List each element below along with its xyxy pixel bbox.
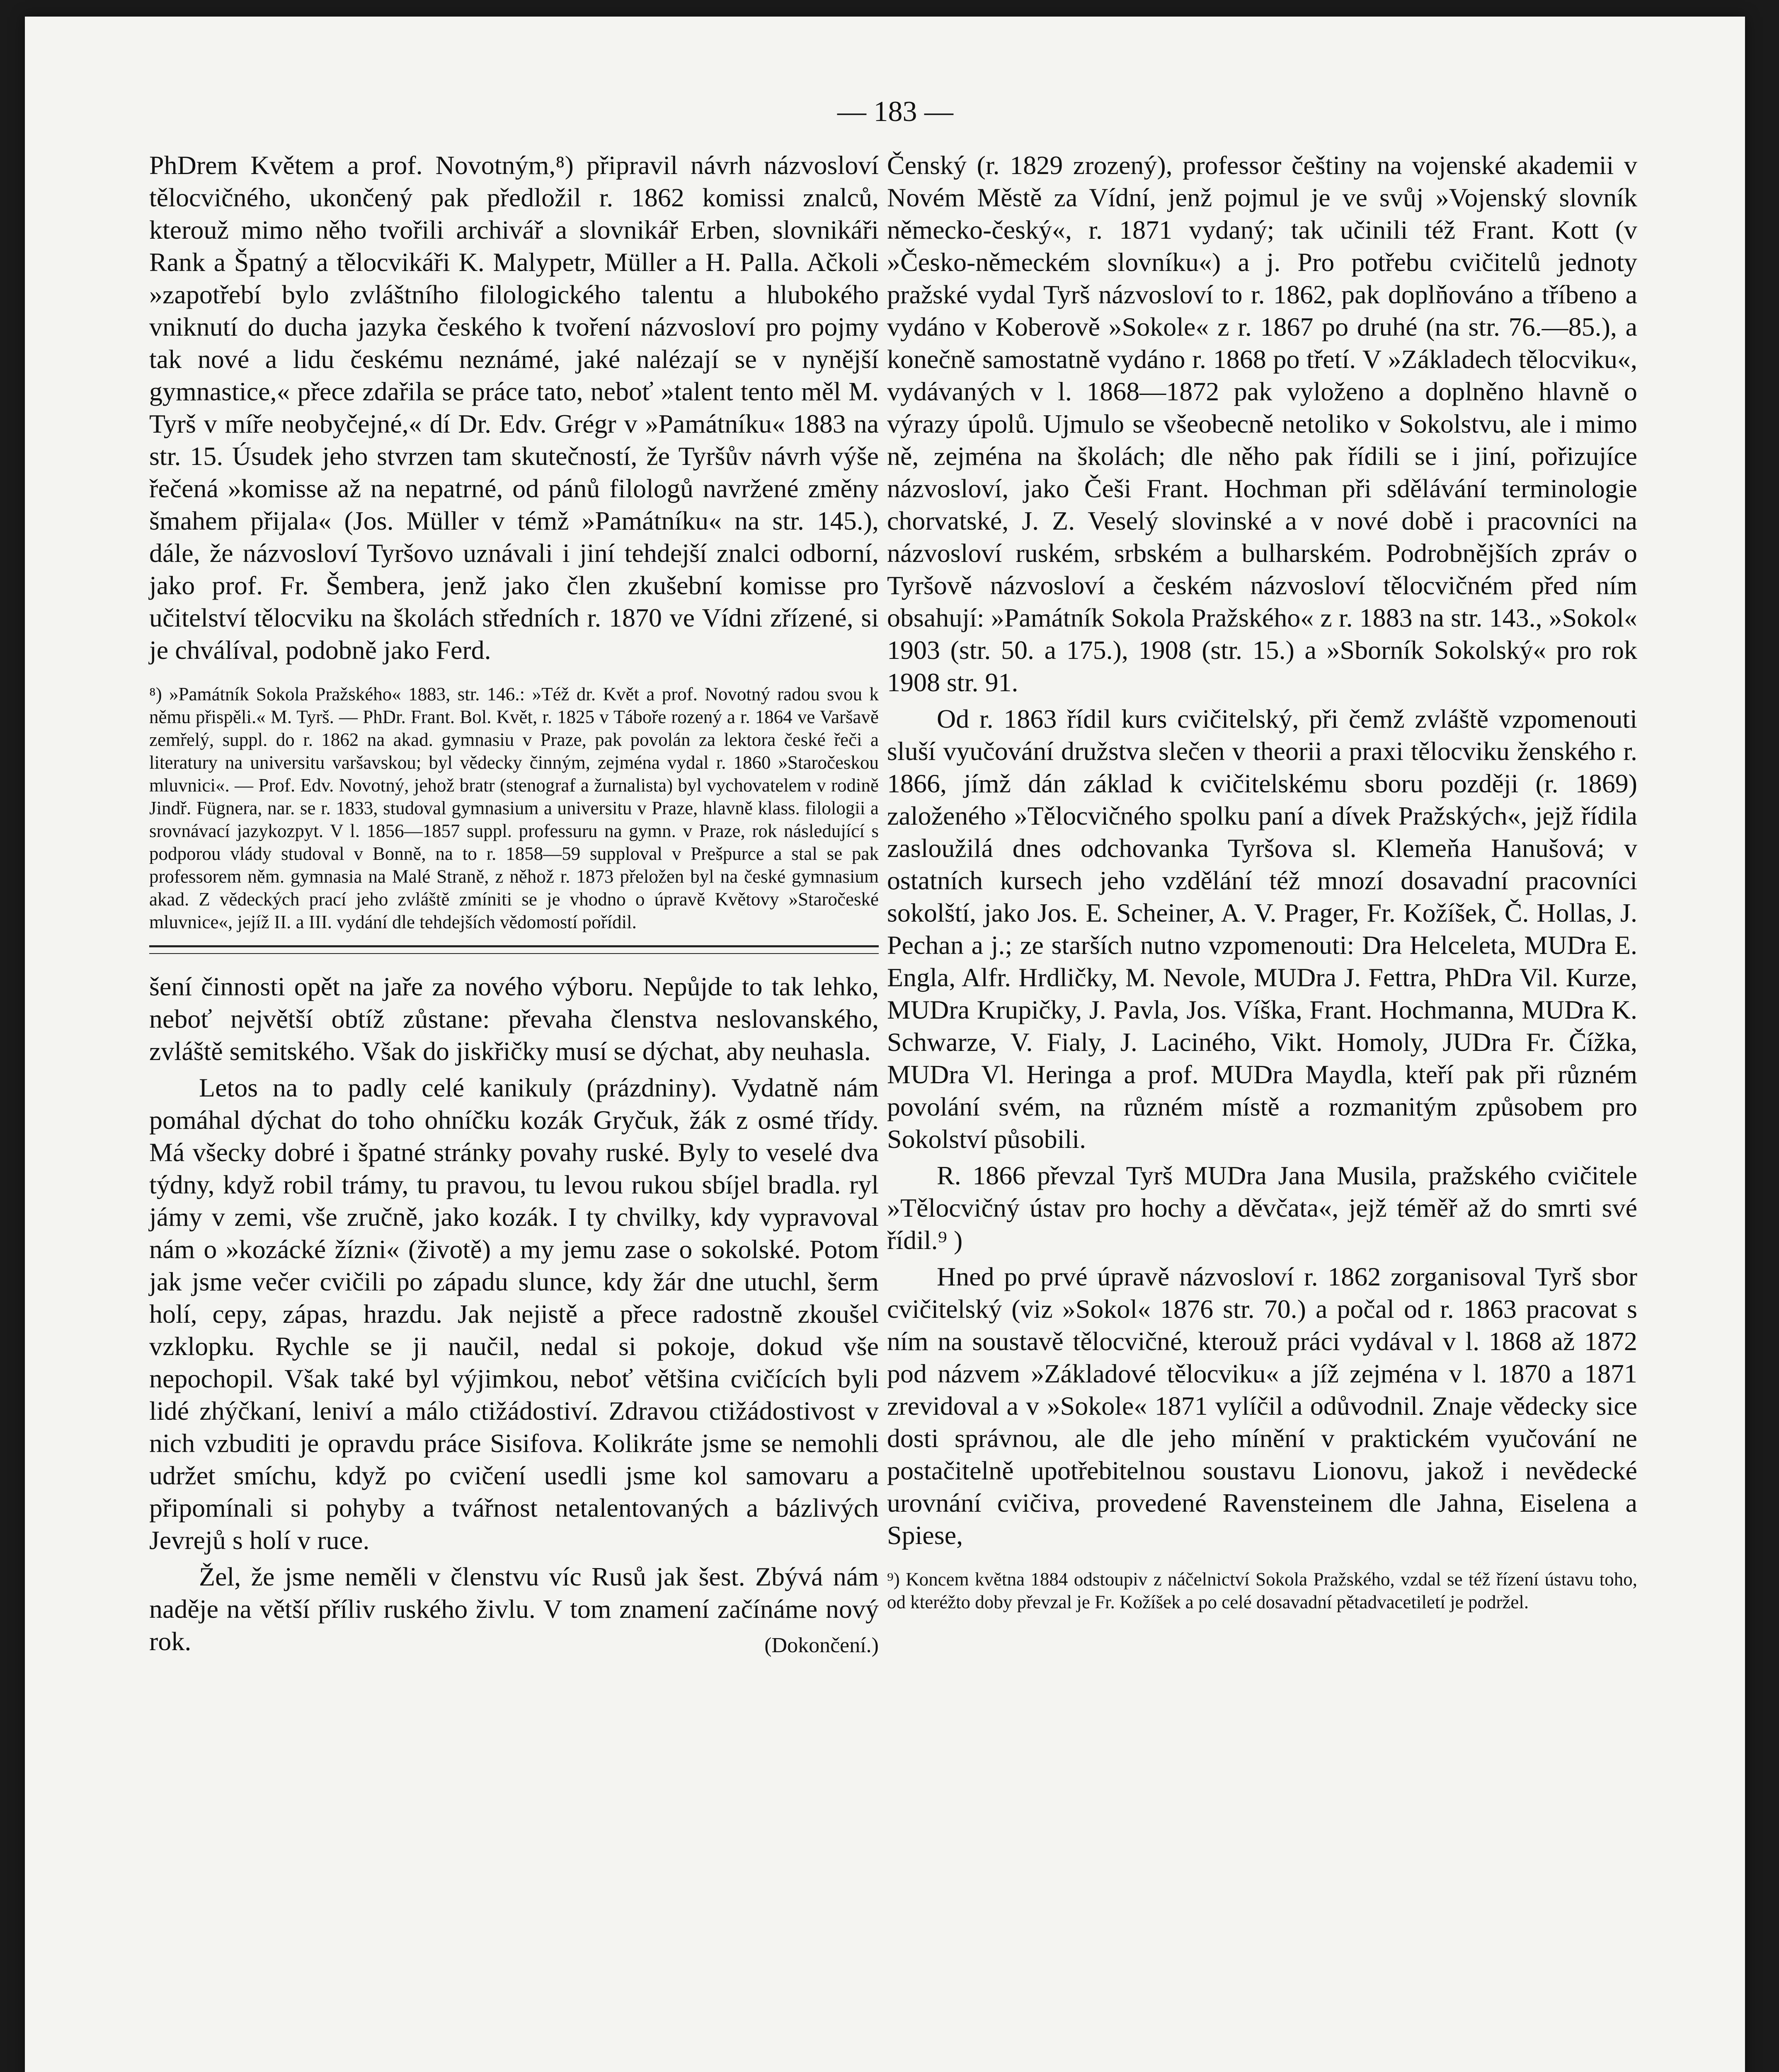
right-paragraph-2: Od r. 1863 řídil kurs cvičitelský, při čemž zvláště vzpomenouti sluší vyučování družstva slečen v theorii a praxi tělocviku ženského r. 1866, jímž dán základ k cvičitelskému sboru později (r. 1869) založeného »Tělocvičného spolku paní a dívek Pražských«, jejž řídila zasloužilá dnes odchovanka Tyršova sl. Klemeňa Hanušová; v ostatních kursech jeho vzdělání též mnozí dosavadní pracovníci sokolští, jako Jos. E. Scheiner, A. V. Prager, Fr. Kožíšek, Č. Hollas, J. Pechan a j.; ze starších nutno vzpomenouti: Dra Helceleta, MUDra E. Engla, Alfr. Hrdličky, M. Nevole, MUDra J. Fettra, PhDra Vil. Kurze, MUDra Krupičky, J. Pavla, Jos. Víška, Frant. Hochmanna, MUDra K. Schwarze, V. Fialy, J. Laciného, Vikt. Homoly, JUDra Fr. Čížka, MUDra Vl. Heringa a prof. MUDra Maydla, kteří pak při různém povolání svém, na různém místě a rozmanitým způsobem pro Sokolství působili. [887, 704, 1637, 1154]
left-footnote: ⁸) »Památník Sokola Pražského« 1883, str. 146.: »Též dr. Květ a prof. Novotný radou svou k němu přispěli.« M. Tyrš. — PhDr. Frant. Bol. Květ, r. 1825 v Táboře rozený a r. 1864 ve Varšavě zemřelý, suppl. do r. 1862 na akad. gymnasiu v Praze, pak povolán za lektora české řeči a literatury na universitu varšavskou; byl vědecky činným, zejména vydal r. 1860 »Staročeskou mluvnici«. — Prof. Edv. Novotný, jehož bratr (stenograf a žurnalista) byl vychovatelem v rodině Jindř. Fügnera, nar. se r. 1833, studoval gymnasium a universitu v Praze, hlavně klass. filologii a srovnávací jazykozpyt. V l. 1856—1857 suppl. professuru na gymn. v Praze, rok následující s podporou vlády studoval v Bonně, na to r. 1858—59 supploval v Prešpurce a stal se pak professorem něm. gymnasia na Malé Straně, z něhož r. 1873 přeložen byl na české gymnasium akad. Z vědeckých prací jeho zvláště zmíniti se je vhodno o úpravě Květovy »Staročeské mluvnice«, jejíž II. a III. vydání dle tehdejších vědomostí pořídil. [149, 684, 879, 932]
left-paragraph-4: Žel, že jsme neměli v členstvu víc Rusů jak šest. Zbývá nám naděje na větší příliv ruského živlu. V tom znamení začínáme nový rok. [149, 1562, 879, 1656]
page-number: — 183 — [837, 96, 953, 128]
right-column [887, 149, 1637, 1614]
right-footnote: ⁹) Koncem května 1884 odstoupiv z náčelnictví Sokola Pražského, vzdal se též řízení ústavu toho, od kteréžto doby převzal je Fr. Kožíšek a po celé dosavadní pětadvacetiletí je podržel. [887, 1569, 1637, 1612]
signature-line [149, 1629, 879, 1662]
continuation-note: (Dokončení.) [764, 1634, 879, 1657]
left-paragraph-2: šení činnosti opět na jaře za nového výboru. Nepůjde to tak lehko, neboť největší obtíž zůstane: převaha členstva neslovanského, zvláště semitského. Však do jiskřičky musí se dýchat, aby neuhasla. [149, 972, 879, 1066]
right-paragraph-1: Čenský (r. 1829 zrozený), professor češtiny na vojenské akademii v Novém Městě za Vídní, jenž pojmul je ve svůj »Vojenský slovník německo-český«, r. 1871 vydaný; tak učinili též Frant. Kott (v »Česko-německém slovníku«) a j. Pro potřebu cvičitelů jednoty pražské vydal Tyrš názvosloví to r. 1862, pak doplňováno a tříbeno a vydáno v Koberově »Sokole« z r. 1867 po druhé (na str. 76.—85.), a konečně samostatně vydáno r. 1868 po třetí. V »Základech tělocviku«, vydávaných v l. 1868—1872 pak vyloženo a doplněno hlavně o výrazy úpolů. Ujmulo se všeobecně netoliko v Sokolstvu, ale i mimo ně, zejména na školách; dle něho pak řídili se i jiní, pořizujíce názvosloví, jako Češi Frant. Hochman při sdělávání terminologie chorvatské, J. Z. Veselý slovinské a v nové době i pracovníci na názvosloví ruském, srbském a bulharském. Podrobnějších zpráv o Tyršově názvosloví a českém názvosloví tělocvičném před ním obsahují: »Památník Sokola Pražského« z r. 1883 na str. 143., »Sokol« 1903 (str. 50. a 175.), 1908 (str. 15.) a »Sborník Sokolský« pro rok 1908 str. 91. [887, 150, 1637, 697]
left-column [149, 149, 879, 1662]
book-page [25, 17, 1745, 2072]
section-divider [149, 945, 879, 954]
left-paragraph-1: PhDrem Květem a prof. Novotným,⁸) připravil návrh názvosloví tělocvičného, ukončený pak předložil r. 1862 komissi znalců, kterouž mimo něho tvořili archivář a slovnikář Erben, slovnikáři Rank a Špatný a tělocvikáři K. Malypetr, Müller a H. Palla. Ačkoli »zapotřebí bylo zvláštního filologického talentu a hlubokého vniknutí do ducha jazyka českého k tvoření názvosloví pro pojmy tak nové a lidu českému neznámé, jaké nalézají se v nynější gymnastice,« přece zdařila se práce tato, neboť »talent tento měl M. Tyrš v míře neobyčejné,« dí Dr. Edv. Grégr v »Památníku« 1883 na str. 15. Úsudek jeho stvrzen tam skutečností, že Tyršův návrh výše řečená »komisse až na nepatrné, od pánů filologů navržené změny šmahem přijala« (Jos. Müller v témž »Památníku« na str. 145.), dále, že názvosloví Tyršovo uznávali i jiní tehdejší znalci odborní, jako prof. Fr. Šembera, jenž jako člen zkušební komisse pro učitelství tělocviku na školách středních r. 1870 ve Vídni zřízené, si je chválíval, podobně jako Ferd. [149, 150, 879, 665]
right-paragraph-3: R. 1866 převzal Tyrš MUDra Jana Musila, pražského cvičitele »Tělocvičný ústav pro hochy a děvčata«, jejž téměř až do smrti své řídil.⁹ ) [887, 1161, 1637, 1255]
left-paragraph-3: Letos na to padly celé kanikuly (prázdniny). Vydatně nám pomáhal dýchat do toho ohníčku kozák Gryčuk, žák z osmé třídy. Má všecky dobré i špatné stránky povahy ruské. Byly to veselé dva týdny, když robil trámy, tu pravou, tu levou rukou sbíjel bradla. ryl jámy v zemi, vše zručně, jako kozák. I ty chvilky, kdy vypravoval nám o »kozácké žízni« (životě) a my jemu zase o sokolské. Potom jak jsme večer cvičili po západu slunce, kdy žár dne utuchl, šerm holí, cepy, zápas, hrazdu. Jak nejistě a přece radostně zkoušel vzklopku. Rychle se ji naučil, nedal si pokoje, dokud vše nepochopil. Však také byl výjimkou, neboť většina cvičících byli lidé zhýčkaní, leniví a málo ctižádostiví. Zdravou ctižádostivost v nich vzbuditi je opravdu práce Sisifova. Kolikráte jsme se nemohli udržet smíchu, když po cvičení usedli jsme kol samovaru a připomínali si pohyby a tvářnost netalentovaných a bázlivých Jevrejů s holí v ruce. [149, 1073, 879, 1555]
right-paragraph-4: Hned po prvé úpravě názvosloví r. 1862 zorganisoval Tyrš sbor cvičitelský (viz »Sokol« 1876 str. 70.) a počal od r. 1863 pracovat s ním na soustavě tělocvičné, kterouž práci vydával v l. 1868 až 1872 pod názvem »Základové tělocviku« a jíž zejména v l. 1870 a 1871 zrevidoval a v »Sokole« 1871 vylíčil a odůvodnil. Znaje vědecky sice dosti správnou, ale dle jeho mínění v praktickém vyučování ne postačitelně upotřebitelnou soustavu Lionovu, jakož i nevědecké urovnání cvičiva, provedené Ravensteinem dle Jahna, Eiselena a Spiese, [887, 1262, 1637, 1550]
